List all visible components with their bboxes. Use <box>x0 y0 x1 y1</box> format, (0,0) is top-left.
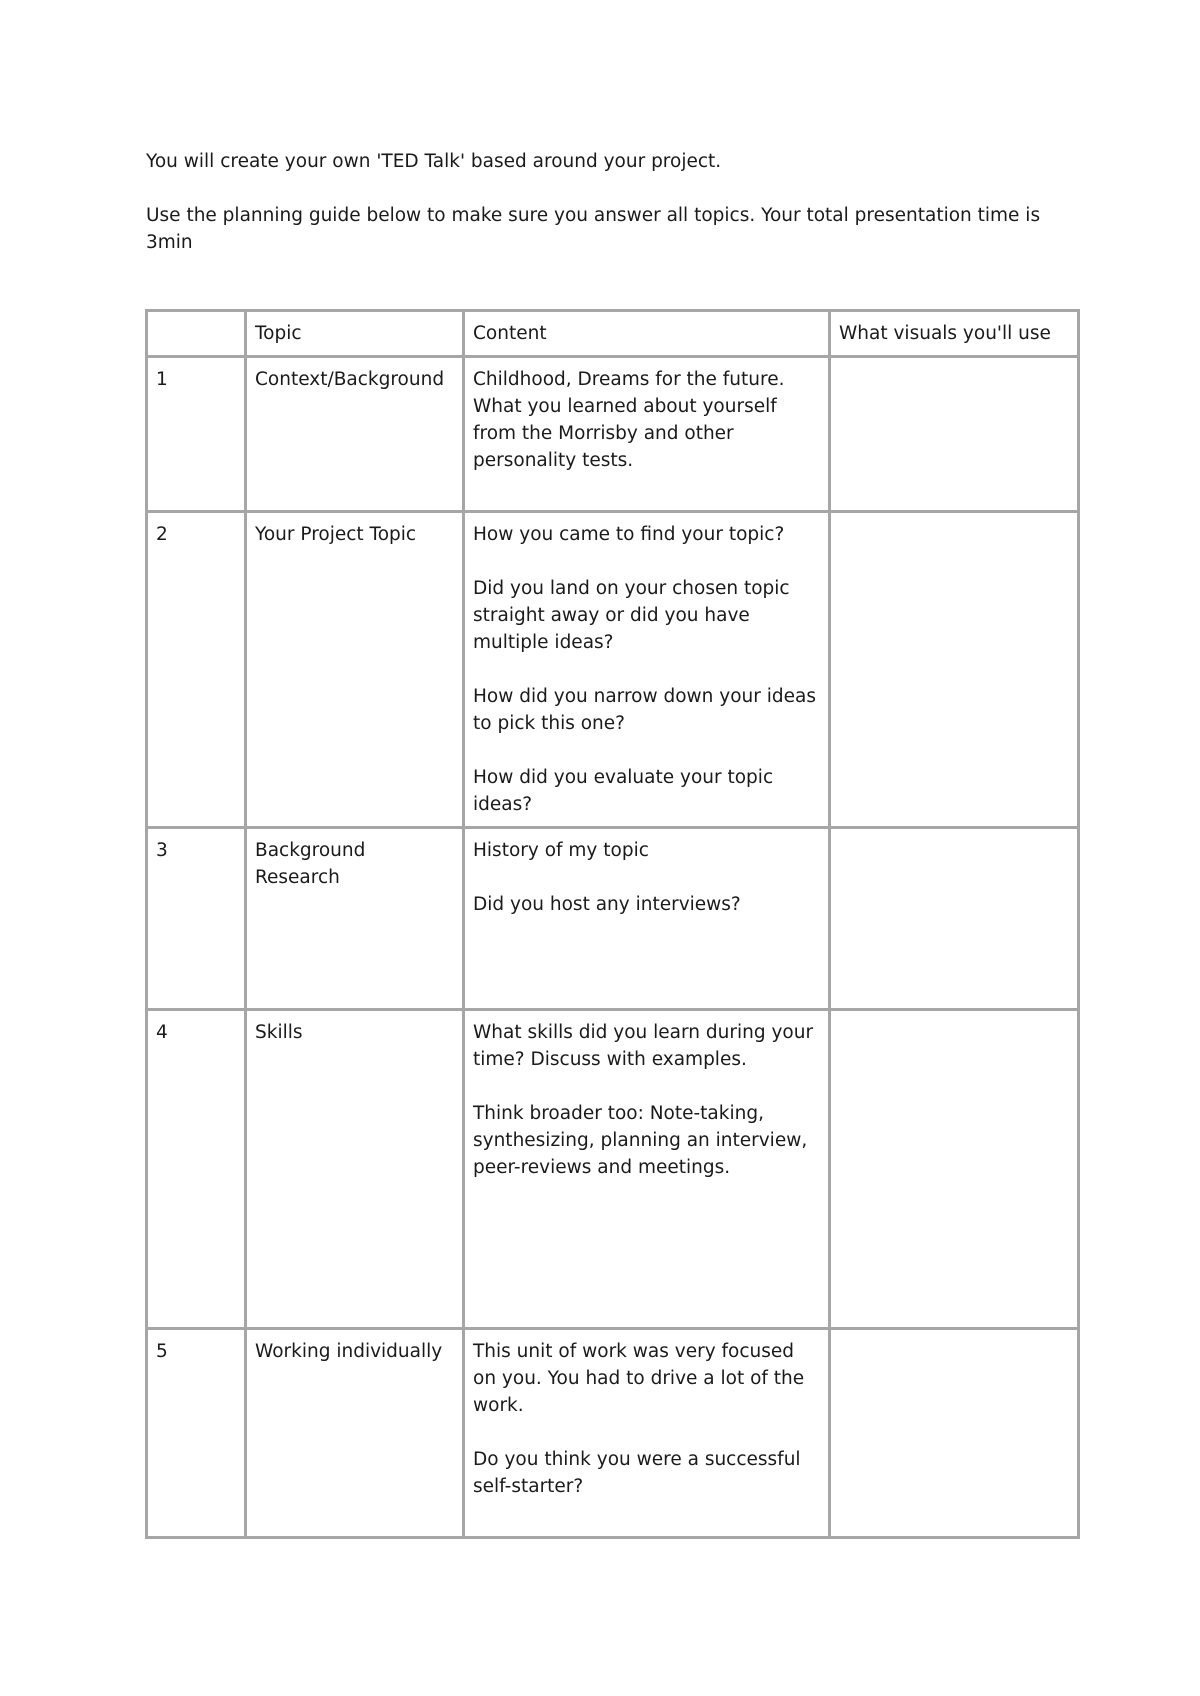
header-content: Content <box>464 311 830 357</box>
row-topic: Working individually <box>246 1329 464 1538</box>
row-topic: Your Project Topic <box>246 512 464 828</box>
row-visuals-cell[interactable] <box>830 1329 1079 1538</box>
content-paragraph: How you came to find your topic? <box>473 524 785 545</box>
row-visuals-cell[interactable] <box>830 1010 1079 1329</box>
content-paragraph: Do you think you were a successful self-starter? <box>473 1449 801 1497</box>
table-row <box>147 1010 1079 1329</box>
row-number: 4 <box>147 1010 246 1329</box>
row-topic: Background Research <box>246 828 464 1010</box>
content-paragraph: Did you host any interviews? <box>473 894 741 915</box>
table-header-row <box>147 311 1079 357</box>
row-content <box>464 1329 830 1538</box>
row-visuals-cell[interactable] <box>830 357 1079 512</box>
row-number: 1 <box>147 357 246 512</box>
content-paragraph: Childhood, Dreams for the future. What you learned about yourself from the Morrisby and other personality tests. <box>473 369 785 471</box>
content-paragraph: How did you evaluate your topic ideas? <box>473 767 774 815</box>
header-visuals: What visuals you'll use <box>830 311 1079 357</box>
header-topic: Topic <box>246 311 464 357</box>
intro-line-1: You will create your own 'TED Talk' based around your project. <box>146 151 722 172</box>
planning-table <box>145 309 1080 1539</box>
table-row <box>147 357 1079 512</box>
row-number: 3 <box>147 828 246 1010</box>
row-topic: Context/Background <box>246 357 464 512</box>
content-paragraph: This unit of work was very focused on you. You had to drive a lot of the work. <box>473 1341 805 1416</box>
content-paragraph: How did you narrow down your ideas to pick this one? <box>473 686 817 734</box>
content-paragraph: What skills did you learn during your time? Discuss with examples. <box>473 1022 814 1070</box>
header-number <box>147 311 246 357</box>
table-row <box>147 512 1079 828</box>
row-number: 2 <box>147 512 246 828</box>
row-visuals-cell[interactable] <box>830 512 1079 828</box>
row-visuals-cell[interactable] <box>830 828 1079 1010</box>
content-paragraph: Did you land on your chosen topic straight away or did you have multiple ideas? <box>473 578 790 653</box>
table-row <box>147 828 1079 1010</box>
row-content <box>464 1010 830 1329</box>
intro-line-2: Use the planning guide below to make sure you answer all topics. Your total presentation time is 3min <box>146 205 1041 253</box>
intro-text <box>146 148 1076 283</box>
content-paragraph: History of my topic <box>473 840 649 861</box>
content-paragraph: Think broader too: Note-taking, synthesizing, planning an interview, peer-reviews and meetings. <box>473 1103 808 1178</box>
row-topic: Skills <box>246 1010 464 1329</box>
row-number: 5 <box>147 1329 246 1538</box>
row-content <box>464 512 830 828</box>
row-content <box>464 357 830 512</box>
row-content <box>464 828 830 1010</box>
table-row <box>147 1329 1079 1538</box>
